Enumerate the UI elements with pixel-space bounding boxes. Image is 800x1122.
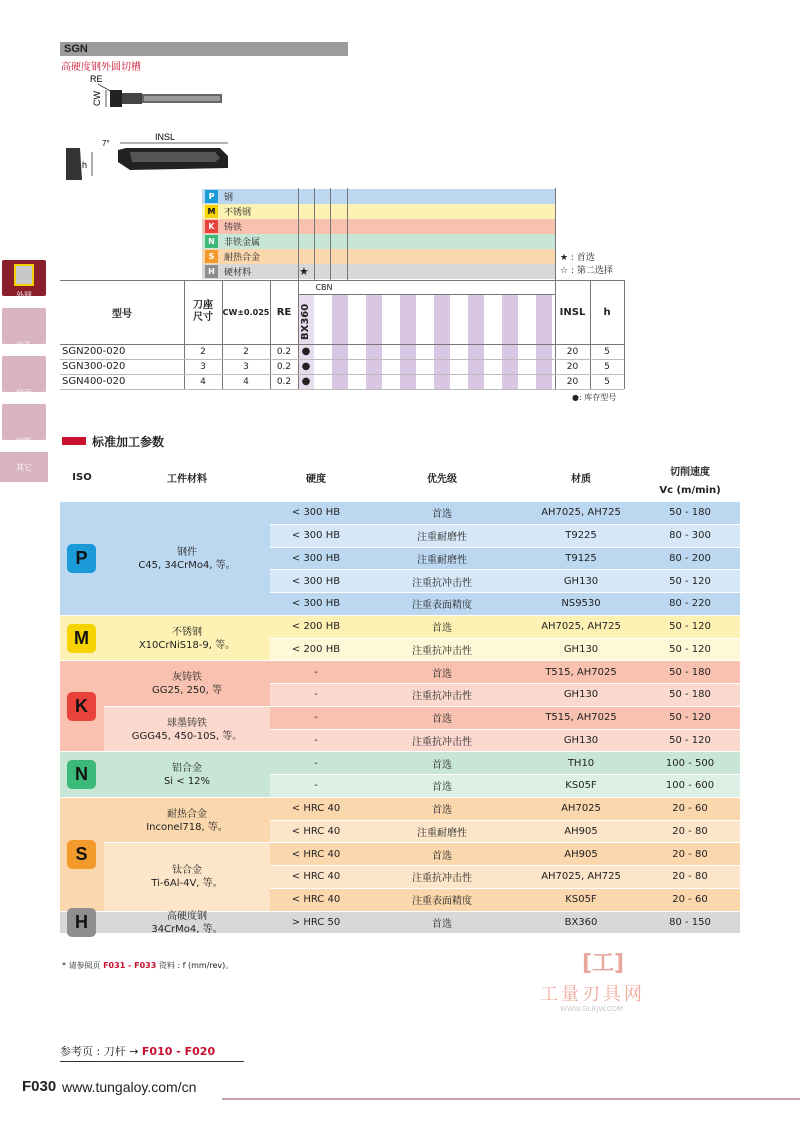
- material-name: 灰铸铁: [172, 672, 202, 683]
- params-header-priority: 优先级: [427, 473, 457, 485]
- angle-label: 7°: [102, 139, 110, 148]
- grade-cell: NS9530: [561, 598, 601, 610]
- speed-cell: 80 - 300: [669, 530, 711, 542]
- tab-cutoff[interactable]: [0, 402, 48, 448]
- grade-cell: KS05F: [565, 780, 597, 792]
- re-label: RE: [90, 74, 103, 84]
- product-holder: 2: [200, 347, 206, 357]
- hardness-cell: -: [314, 780, 318, 792]
- material-detail: Si < 12%: [163, 776, 211, 787]
- material-row-n: [202, 234, 556, 249]
- priority-cell: 首选: [432, 850, 452, 862]
- product-h: 5: [604, 377, 610, 387]
- speed-cell: 50 - 120: [669, 643, 711, 655]
- priority-cell: 注重表面精度: [412, 600, 472, 612]
- page-number: F030: [22, 1078, 57, 1095]
- stock-note: ●: 库存型号: [572, 393, 617, 402]
- speed-cell: 20 - 60: [672, 894, 708, 906]
- grade-line: [314, 188, 315, 280]
- watermark-url: WWW.GLRJW.COM: [560, 1005, 624, 1013]
- iso-k-icon: K: [67, 692, 96, 721]
- face-grooving-icon: [2, 356, 46, 392]
- grade-line: [555, 188, 556, 280]
- grade-cell: TH10: [567, 757, 595, 769]
- cw-label: CW: [92, 91, 102, 106]
- priority-cell: 首选: [432, 759, 452, 771]
- hardness-cell: < HRC 40: [291, 871, 341, 883]
- product-holder: 3: [200, 362, 206, 372]
- product-model[interactable]: SGN300-020: [62, 361, 126, 372]
- speed-cell: 50 - 120: [669, 621, 711, 633]
- header-re: RE: [276, 306, 292, 318]
- reference-prefix: 参考页 : 刀杆 →: [60, 1045, 139, 1058]
- priority-cell: 注重耐磨性: [417, 532, 467, 544]
- hardness-cell: < 300 HB: [291, 598, 341, 610]
- product-h: 5: [604, 362, 610, 372]
- speed-cell: 20 - 80: [672, 871, 708, 883]
- grade-cell: GH130: [563, 689, 599, 701]
- speed-cell: 80 - 200: [669, 552, 711, 564]
- external-tool-icon: [14, 264, 34, 286]
- hardness-cell: < HRC 40: [291, 848, 341, 860]
- tab-other-label: 其它: [16, 463, 32, 472]
- grade-line: [330, 188, 331, 280]
- material-name: 硬材料: [224, 268, 252, 278]
- speed-cell: 50 - 120: [669, 575, 711, 587]
- tab-internal[interactable]: [0, 306, 48, 352]
- watermark-logo: [工]: [582, 951, 625, 976]
- material-name: 球墨铸铁: [167, 717, 207, 729]
- iso-h-icon: H: [67, 908, 96, 937]
- material-name: 不锈钢: [172, 626, 202, 638]
- grade-cell: T9125: [565, 552, 597, 564]
- footer-line: [222, 1098, 800, 1100]
- tab-external[interactable]: [0, 258, 48, 304]
- speed-cell: 80 - 150: [669, 916, 711, 928]
- header-grade: BX360: [300, 303, 311, 340]
- priority-cell: 首选: [432, 782, 452, 794]
- header-bar: [60, 42, 348, 56]
- hardness-cell: < 200 HB: [291, 643, 341, 655]
- star-icon: ★: [299, 265, 309, 278]
- hardness-cell: < 200 HB: [291, 621, 341, 633]
- grade-cell: BX360: [564, 916, 598, 928]
- boring-icon: [2, 308, 46, 344]
- hardness-cell: -: [314, 666, 318, 678]
- product-h: 5: [604, 347, 610, 357]
- grade-cell: AH7025, AH725: [541, 871, 621, 883]
- reference: [60, 1043, 244, 1062]
- params-header-grade: 材质: [571, 473, 591, 485]
- grade-cell: AH905: [564, 825, 598, 837]
- material-badge: N: [205, 235, 218, 248]
- hardness-cell: < 300 HB: [291, 530, 341, 542]
- material-row-s: [202, 249, 556, 264]
- speed-cell: 100 - 600: [665, 780, 715, 792]
- material-detail: GGG45, 450-10S, 等。: [131, 730, 243, 742]
- speed-cell: 50 - 180: [669, 689, 711, 701]
- iso-n-icon: N: [67, 760, 96, 789]
- h-label: h: [82, 160, 88, 170]
- material-detail: Ti-6Al-4V, 等。: [151, 878, 223, 890]
- grade-cell: AH7025, AH725: [541, 507, 621, 519]
- hardness-cell: -: [314, 734, 318, 746]
- speed-cell: 20 - 80: [672, 825, 708, 837]
- hardness-cell: < HRC 40: [291, 825, 341, 837]
- product-re: 0.2: [276, 377, 292, 387]
- product-re: 0.2: [276, 362, 292, 372]
- product-subtitle: 高硬度钢外圆切槽: [61, 62, 141, 73]
- hardness-cell: < HRC 40: [291, 803, 341, 815]
- grade-cell: AH905: [564, 848, 598, 860]
- section-marker: [62, 437, 86, 445]
- legend-second: ☆ : 第二选择: [560, 266, 613, 276]
- product-insl: 20: [566, 362, 579, 372]
- material-badge: S: [205, 250, 218, 263]
- header-cw: CW±0.025: [222, 307, 270, 317]
- footnote-ref[interactable]: F031 - F033: [103, 961, 157, 970]
- priority-cell: 注重耐磨性: [417, 827, 467, 839]
- footnote-prefix: * 请参阅页: [62, 961, 104, 970]
- grade-cell: T515, AH7025: [545, 712, 617, 724]
- footer-url[interactable]: www.tungaloy.com/cn: [62, 1079, 197, 1095]
- product-cw: 3: [243, 362, 249, 372]
- material-detail: Inconel718, 等。: [146, 821, 228, 833]
- priority-cell: 首选: [432, 623, 452, 635]
- hardness-cell: -: [314, 689, 318, 701]
- product-code: SGN: [64, 43, 88, 55]
- priority-cell: 注重抗冲击性: [412, 873, 472, 885]
- material-row-m: [202, 204, 556, 219]
- stock-dot-icon: ●: [301, 361, 311, 372]
- watermark-text: 工量刃具网: [540, 984, 645, 1005]
- tab-external-label: 外圆: [16, 291, 32, 300]
- params-header-hardness: 硬度: [306, 473, 326, 485]
- material-name: 钢件: [177, 546, 197, 558]
- speed-cell: 20 - 60: [672, 803, 708, 815]
- params-header-speed: 切削速度: [670, 466, 710, 478]
- grade-cell: GH130: [563, 643, 599, 655]
- material-badge: P: [205, 190, 218, 203]
- legend-first: ★ : 首选: [560, 253, 595, 263]
- priority-cell: 注重表面精度: [412, 896, 472, 908]
- params-header-vc: Vc (m/min): [659, 484, 721, 496]
- tab-internal-label: 内孔: [16, 341, 32, 350]
- grade-cell: T515, AH7025: [545, 666, 617, 678]
- params-title: 标准加工参数: [92, 435, 165, 449]
- material-name: 铸铁: [224, 223, 243, 233]
- tab-face-label: 端面: [16, 389, 32, 398]
- hardness-cell: < 300 HB: [291, 507, 341, 519]
- product-model[interactable]: SGN200-020: [62, 346, 126, 357]
- priority-cell: 首选: [432, 714, 452, 726]
- header-insl: INSL: [559, 306, 586, 318]
- tab-cutoff-label: 切断: [16, 437, 32, 446]
- material-name: 耐热合金: [167, 808, 207, 820]
- hardness-cell: -: [314, 757, 318, 769]
- material-badge: K: [205, 220, 218, 233]
- product-insl: 20: [566, 347, 579, 357]
- grade-cell: T9225: [565, 530, 597, 542]
- product-model[interactable]: SGN400-020: [62, 376, 126, 387]
- grade-cell: GH130: [563, 575, 599, 587]
- iso-p-icon: P: [67, 544, 96, 573]
- reference-pages[interactable]: F010 - F020: [141, 1045, 216, 1058]
- header-holder: 刀座 尺寸: [193, 300, 213, 323]
- priority-cell: 注重抗冲击性: [412, 577, 472, 589]
- stock-dot-icon: ●: [301, 346, 311, 357]
- priority-cell: 首选: [432, 918, 452, 930]
- footnote-suffix: 资料 : f (mm/rev)。: [156, 961, 234, 970]
- material-name: 高硬度钢: [167, 910, 207, 922]
- insert-drawing: [60, 70, 240, 190]
- grade-cell: AH7025: [561, 803, 601, 815]
- material-name: 耐热合金: [224, 253, 261, 263]
- priority-cell: 注重耐磨性: [417, 554, 467, 566]
- material-name: 钛合金: [172, 865, 202, 877]
- grade-cell: GH130: [563, 734, 599, 746]
- material-detail: 34CrMo4, 等。: [151, 923, 223, 935]
- iso-m-icon: M: [67, 624, 96, 653]
- material-name: 非铁金属: [224, 238, 261, 248]
- speed-cell: 50 - 120: [669, 734, 711, 746]
- product-re: 0.2: [276, 347, 292, 357]
- priority-cell: 注重抗冲击性: [412, 736, 472, 748]
- hardness-cell: -: [314, 712, 318, 724]
- priority-cell: 首选: [432, 668, 452, 680]
- cut-off-icon: [2, 404, 46, 440]
- header-h: h: [603, 306, 611, 318]
- grade-cell: KS05F: [565, 894, 597, 906]
- material-row-h: [202, 264, 556, 279]
- material-detail: X10CrNiS18-9, 等。: [138, 639, 236, 651]
- material-badge: H: [205, 265, 218, 278]
- hardness-cell: < 300 HB: [291, 575, 341, 587]
- header-cbn: CBN: [315, 283, 333, 292]
- speed-cell: 80 - 220: [669, 598, 711, 610]
- speed-cell: 100 - 500: [665, 757, 715, 769]
- material-name: 不锈钢: [224, 208, 252, 218]
- speed-cell: 50 - 180: [669, 507, 711, 519]
- tab-other[interactable]: [0, 452, 48, 482]
- grade-line: [347, 188, 348, 280]
- hardness-cell: < HRC 40: [291, 894, 341, 906]
- tab-face[interactable]: [0, 354, 48, 400]
- product-cw: 4: [243, 377, 249, 387]
- insl-label: INSL: [155, 132, 176, 142]
- header-model: 型号: [112, 308, 132, 320]
- speed-cell: 20 - 80: [672, 848, 708, 860]
- material-badge: M: [205, 205, 218, 218]
- hardness-cell: < 300 HB: [291, 552, 341, 564]
- row-divider: [60, 389, 624, 390]
- priority-cell: 注重抗冲击性: [412, 645, 472, 657]
- row-divider: [60, 359, 624, 360]
- priority-cell: 注重抗冲击性: [412, 691, 472, 703]
- footnote: [62, 960, 233, 971]
- material-name: 铝合金: [172, 763, 202, 774]
- stock-dot-icon: ●: [301, 376, 311, 387]
- params-header-iso: ISO: [72, 471, 92, 483]
- material-row-k: [202, 219, 556, 234]
- material-detail: C45, 34CrMo4, 等。: [138, 559, 236, 571]
- material-detail: GG25, 250, 等: [151, 685, 223, 696]
- priority-cell: 首选: [432, 805, 452, 817]
- product-cw: 2: [243, 347, 249, 357]
- speed-cell: 50 - 180: [669, 666, 711, 678]
- grade-cell: AH7025, AH725: [541, 621, 621, 633]
- hardness-cell: > HRC 50: [291, 916, 341, 928]
- params-header-material: 工件材料: [167, 473, 207, 485]
- material-row-p: [202, 189, 556, 204]
- product-holder: 4: [200, 377, 206, 387]
- product-insl: 20: [566, 377, 579, 387]
- material-name: 钢: [224, 193, 234, 203]
- speed-cell: 50 - 120: [669, 712, 711, 724]
- row-divider: [60, 374, 624, 375]
- priority-cell: 首选: [432, 509, 452, 521]
- iso-s-icon: S: [67, 840, 96, 869]
